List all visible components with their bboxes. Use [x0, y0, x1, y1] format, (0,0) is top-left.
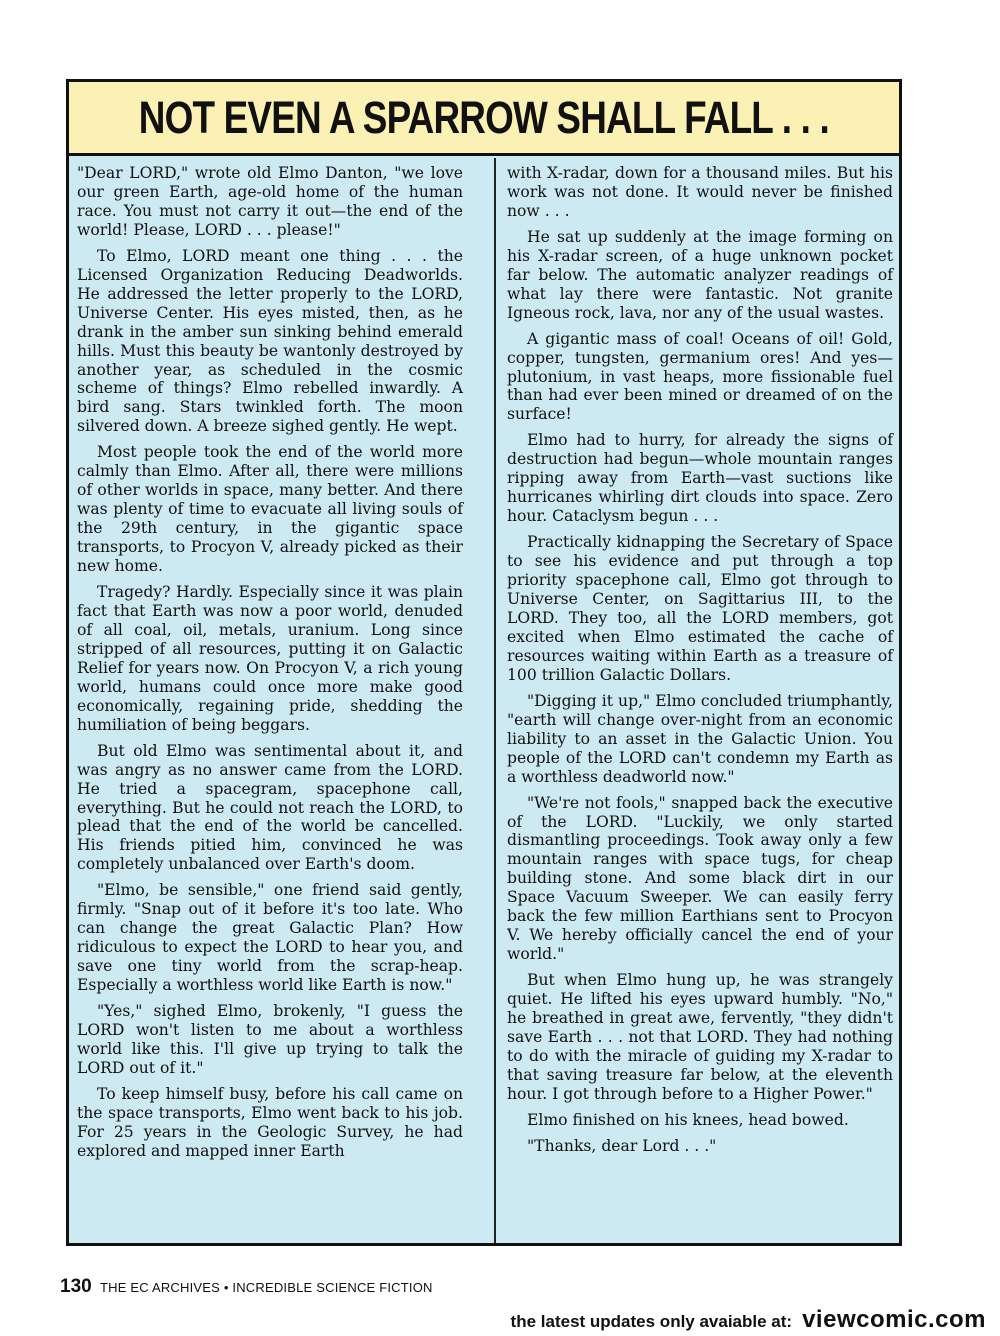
column-divider	[494, 158, 496, 1243]
right-text-column	[507, 164, 893, 1163]
story-title: NOT EVEN A SPARROW SHALL FALL . . .	[138, 91, 830, 143]
paragraph: "Dear LORD," wrote old Elmo Danton, "we love our green Earth, age-old home of the human race. You must not carry it out—the end of the world! Please, LORD . . . please!"	[77, 164, 463, 239]
paragraph: "Elmo, be sensible," one friend said gently, firmly. "Snap out of it before it's too late. Who can change the great Galactic Plan? How ridiculous to expect the LORD to hear you, and save one tiny world from the scrap-heap. Especially a worthless world like Earth is now."	[77, 881, 463, 995]
watermark	[511, 1306, 986, 1334]
paragraph: But old Elmo was sentimental about it, and was angry as no answer came from the LORD. He tried a spacegram, spacephone call, everything. But he could not reach the LORD, to plead that the end of the world be cancelled. His friends pitied him, convinced he was completely unbalanced over Earth's doom.	[77, 741, 463, 874]
paragraph: "We're not fools," snapped back the executive of the LORD. "Luckily, we only started dismantling proceedings. Took away only a few mountain ranges with space tugs, for cheap building stone. And some black dirt in our Space Vacuum Sweeper. We can easily ferry back the few million Earthians sent to Procyon V. We hereby officially cancel the end of your world."	[507, 793, 893, 964]
paragraph: Most people took the end of the world more calmly than Elmo. After all, there were millions of other worlds in space, many better. And there was plenty of time to evacuate all living souls of the 29th century, in the gigantic space transports, to Procyon V, already picked as their new home.	[77, 443, 463, 576]
left-text-column	[77, 164, 463, 1168]
paragraph: A gigantic mass of coal! Oceans of oil! Gold, copper, tungsten, germanium ores! And yes—plutonium, in vast heaps, more fissionable fuel than had ever been mined or dreamed of on the surface!	[507, 329, 893, 424]
title-banner	[69, 82, 899, 156]
paragraph: He sat up suddenly at the image forming on his X-radar screen, of a huge unknown pocket far below. The automatic analyzer readings of what lay there were fantastic. Not granite Igneous rock, lava, nor any of the usual wastes.	[507, 227, 893, 322]
watermark-site[interactable]: viewcomic.com	[802, 1306, 986, 1333]
page-number: 130	[60, 1276, 92, 1297]
paragraph: "Thanks, dear Lord . . ."	[527, 1136, 717, 1155]
paragraph: "Digging it up," Elmo concluded triumphantly, "earth will change over-night from an economic liability to an asset in the Galactic Union. You people of the LORD can't condemn my Earth as a worthless deadworld now."	[507, 691, 893, 786]
watermark-text: the latest updates only avaiable at:	[510, 1312, 793, 1331]
paragraph: with X-radar, down for a thousand miles. But his work was not done. It would never be finished now . . .	[507, 164, 893, 220]
paragraph: To Elmo, LORD meant one thing . . . the Licensed Organization Reducing Deadworlds. He addressed the letter properly to the LORD, Universe Center. His eyes misted, then, as he drank in the amber sun sinking behind emerald hills. Must this beauty be wantonly destroyed by another year, as scheduled in the cosmic scheme of things? Elmo rebelled inwardly. A bird sang. Stars twinkled forth. The moon silvered down. A breeze sighed gently. He wept.	[77, 246, 463, 436]
paragraph: Elmo had to hurry, for already the signs of destruction had begun—whole mountain ranges ripping away from Earth—vast suctions like hurricanes whirling dirt clouds into space. Zero hour. Cataclysm begun . . .	[507, 431, 893, 526]
book-title: THE EC ARCHIVES • INCREDIBLE SCIENCE FICTION	[100, 1280, 433, 1295]
paragraph: To keep himself busy, before his call came on the space transports, Elmo went back to his job. For 25 years in the Geologic Survey, he had explored and mapped inner Earth	[77, 1084, 463, 1160]
paragraph: Elmo finished on his knees, head bowed.	[527, 1110, 849, 1129]
paragraph: But when Elmo hung up, he was strangely quiet. He lifted his eyes upward humbly. "No," he breathed in great awe, fervently, "they didn't save Earth . . . not that LORD. They had nothing to do with the miracle of guiding my X-radar to that saving treasure far below, at the eleventh hour. I got through before to a Higher Power."	[507, 971, 893, 1103]
paragraph: "Yes," sighed Elmo, brokenly, "I guess the LORD won't listen to me about a worthless world like this. I'll give up trying to talk the LORD out of it."	[77, 1002, 463, 1077]
story-panel	[66, 79, 902, 1246]
paragraph: Practically kidnapping the Secretary of Space to see his evidence and put through a top priority spacephone call, Elmo got through to Universe Center, on Sagittarius III, to the LORD. They too, all the LORD members, got excited when Elmo estimated the cache of resources waiting within Earth as a treasure of 100 trillion Galactic Dollars.	[507, 533, 893, 684]
paragraph: Tragedy? Hardly. Especially since it was plain fact that Earth was now a poor world, denuded of all coal, oil, metals, uranium. Long since stripped of all resources, putting it on Galactic Relief for years now. On Procyon V, a rich young world, humans could once more make good economically, regaining pride, shedding the humiliation of being beggars.	[77, 583, 463, 734]
